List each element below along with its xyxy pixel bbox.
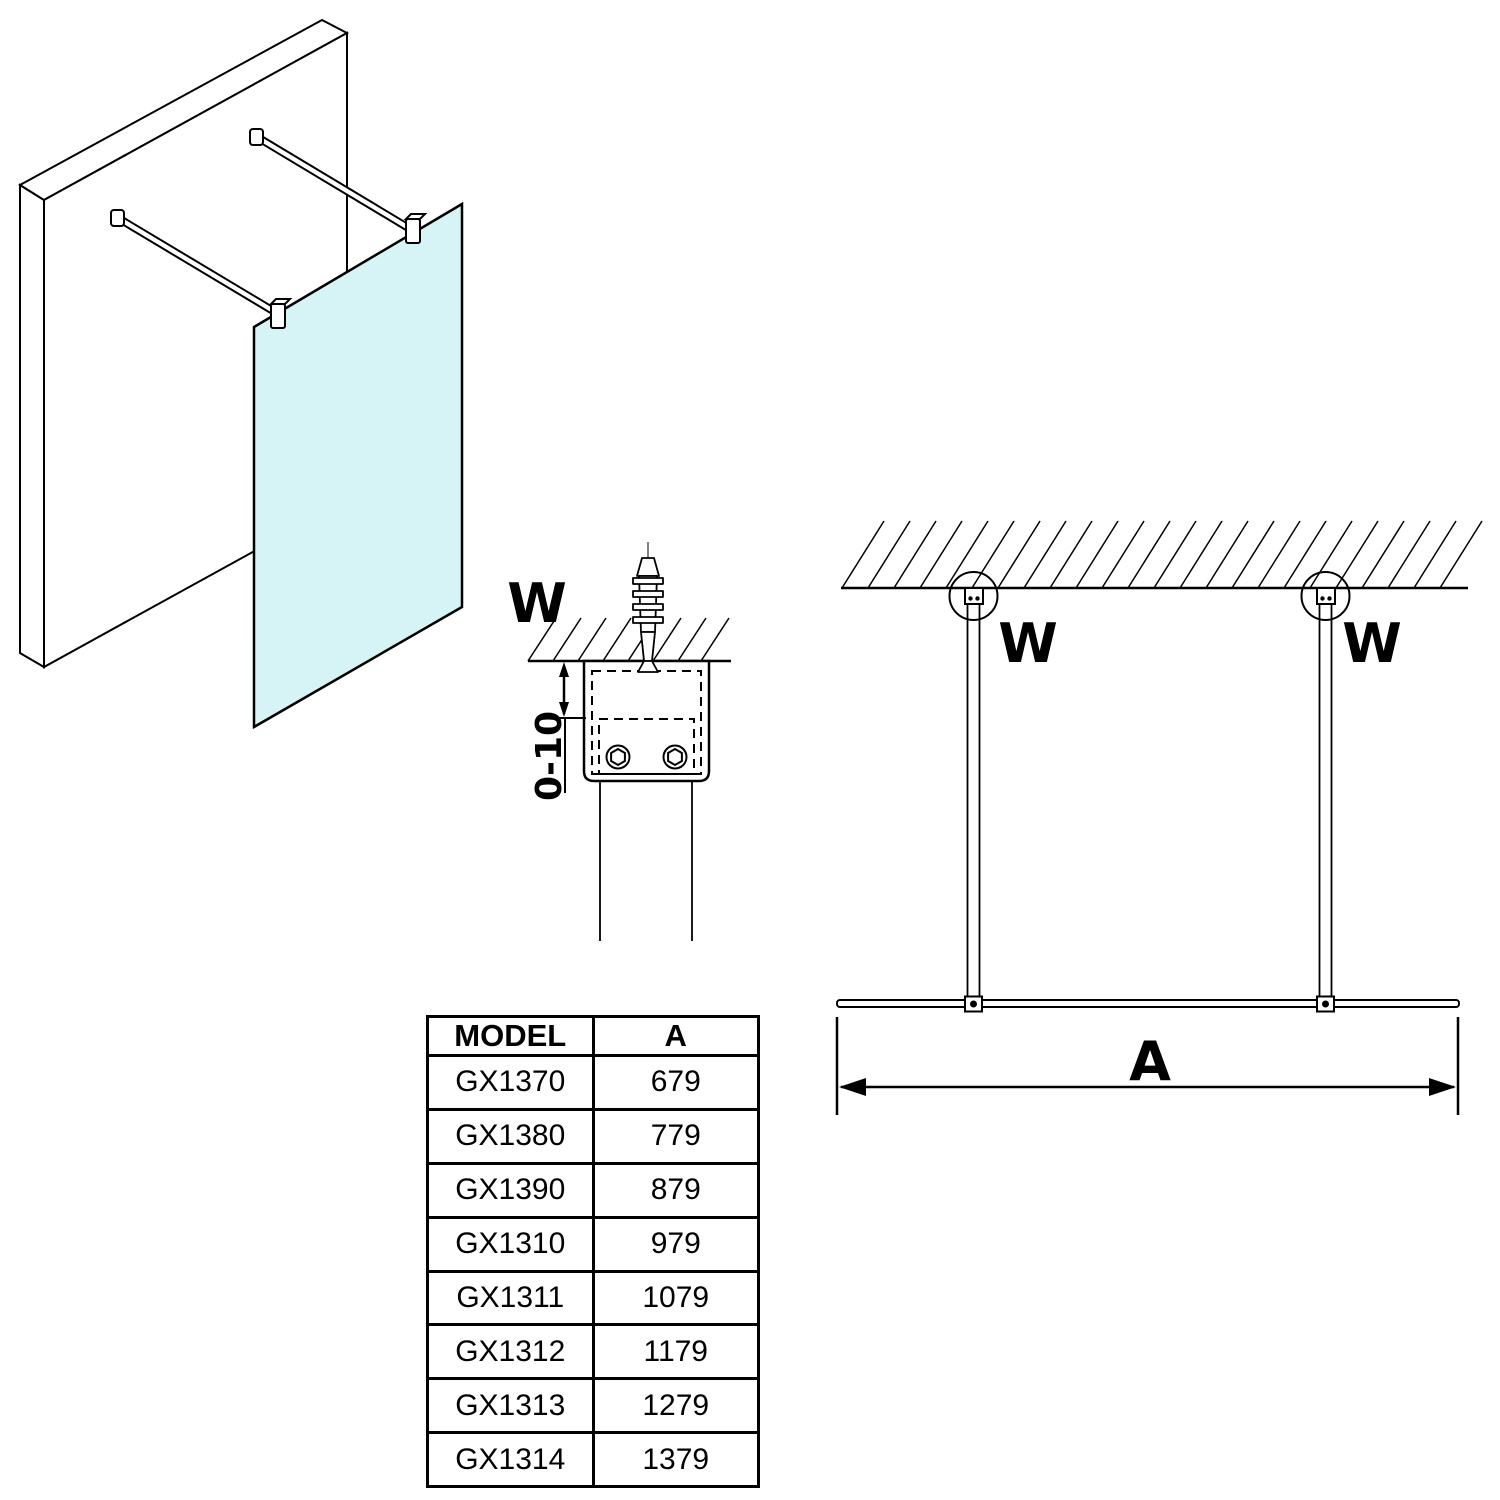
- hex-bolt-left: [607, 746, 630, 769]
- a-cell: 1179: [593, 1325, 759, 1379]
- table-row: [428, 1163, 759, 1217]
- wall-hatch: [842, 521, 1482, 588]
- glass-top-edge: [837, 997, 1459, 1012]
- isometric-view: [20, 20, 462, 727]
- table-row: [428, 1109, 759, 1163]
- a-cell: 979: [593, 1217, 759, 1271]
- model-cell: GX1312: [428, 1325, 594, 1379]
- a-cell: 1279: [593, 1379, 759, 1433]
- table-row: [428, 1217, 759, 1271]
- wall-mount-cap: [250, 129, 263, 145]
- table-row: [428, 1325, 759, 1379]
- model-cell: GX1310: [428, 1217, 594, 1271]
- a-cell: 879: [593, 1163, 759, 1217]
- width-dimension-label: A: [1129, 1030, 1171, 1093]
- a-cell: 679: [593, 1056, 759, 1110]
- table-row: [428, 1379, 759, 1433]
- a-cell: 1379: [593, 1433, 759, 1487]
- front-w-label-right: W: [1342, 612, 1402, 675]
- detail-w-label: W: [507, 572, 567, 635]
- table-row: [428, 1056, 759, 1110]
- model-cell: GX1313: [428, 1379, 594, 1433]
- table-row: [428, 1271, 759, 1325]
- a-cell: 1079: [593, 1271, 759, 1325]
- front-view: [837, 521, 1482, 1115]
- mount-detail-view: [507, 542, 731, 941]
- wall-mount-cap: [111, 210, 124, 226]
- hex-bolt-right: [664, 746, 687, 769]
- mount-bracket: [584, 661, 709, 781]
- a-column-header: A: [593, 1017, 759, 1056]
- model-cell: GX1314: [428, 1433, 594, 1487]
- model-table: [426, 1015, 760, 1488]
- model-cell: GX1390: [428, 1163, 594, 1217]
- support-bar-left: [950, 572, 998, 997]
- model-cell: GX1380: [428, 1109, 594, 1163]
- a-cell: 779: [593, 1109, 759, 1163]
- table-header-row: [428, 1017, 759, 1056]
- table-row: [428, 1433, 759, 1487]
- model-cell: GX1370: [428, 1056, 594, 1110]
- front-w-label-left: W: [998, 612, 1058, 675]
- bar-profile-lines: [600, 781, 692, 941]
- model-column-header: MODEL: [428, 1017, 594, 1056]
- detail-dimension-label: 0-10: [529, 710, 570, 802]
- model-cell: GX1311: [428, 1271, 594, 1325]
